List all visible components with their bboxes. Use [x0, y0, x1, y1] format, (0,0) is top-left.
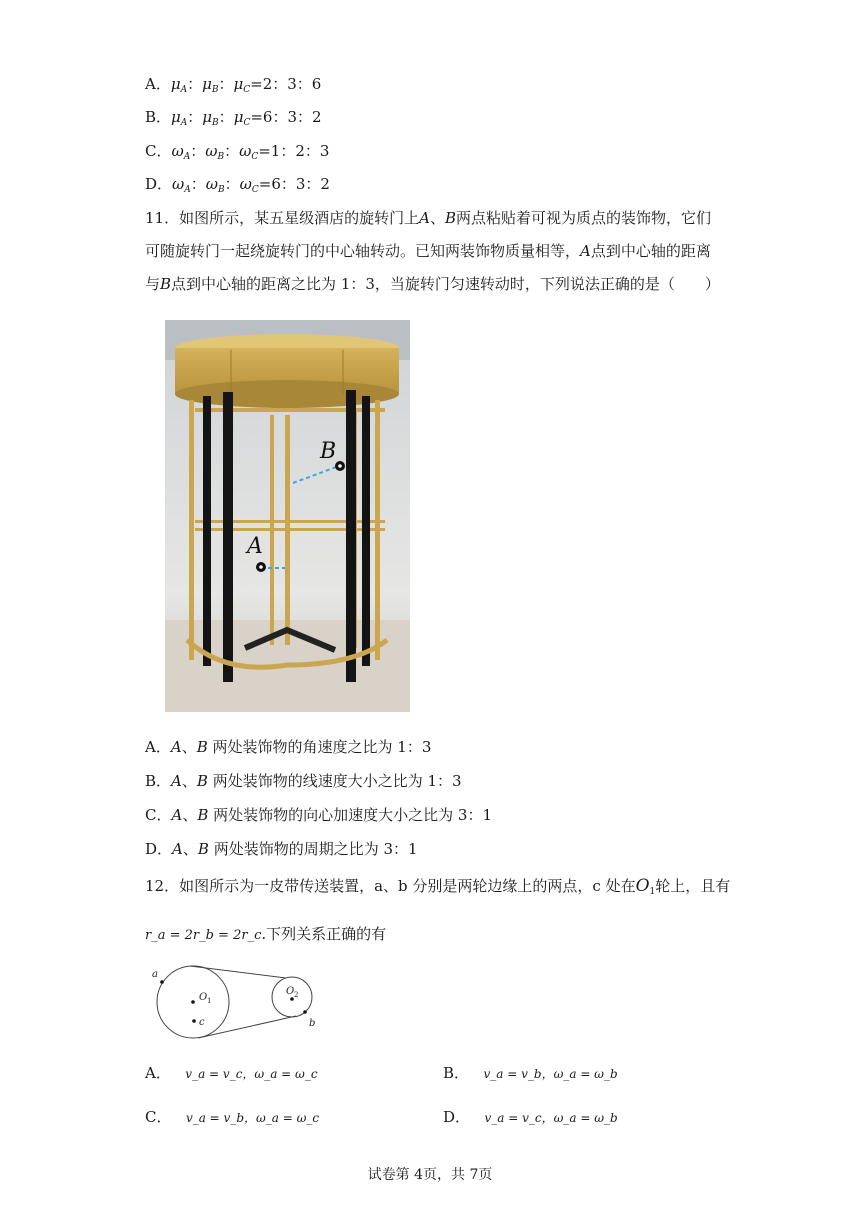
symbol: μ	[233, 108, 244, 126]
option-formula: v_a = v_b，ω_a = ω_c	[185, 1111, 320, 1125]
text: 11．如图所示，某五星级酒店的旋转门上	[145, 209, 420, 227]
option-letter: A．	[145, 738, 171, 756]
page-footer: 试卷第 4页，共 7页	[367, 1167, 493, 1183]
option-letter: B．	[145, 772, 172, 790]
point-a: A	[170, 738, 182, 756]
option-letter: B．	[145, 108, 172, 126]
text: 、	[182, 806, 198, 824]
point-b: B	[196, 772, 208, 790]
q11-option-b	[145, 771, 462, 791]
point-a: A	[419, 209, 430, 227]
option-letter: D．	[145, 840, 173, 858]
revolving-door-photo	[165, 320, 410, 712]
text: 两点粘贴着可视为质点的装饰物，它们	[455, 209, 711, 227]
subscript: B	[212, 118, 219, 128]
option-text: 两处装饰物的周期之比为 3：1	[213, 840, 418, 858]
subscript: B	[211, 85, 219, 95]
q12-option-a	[145, 1062, 318, 1083]
ratio: =1：2：3	[258, 142, 330, 160]
point-a: A	[172, 840, 183, 858]
q10-option-c: C．$\omega_A$：$\omega_B$：$\omega_C=1$：2：3	[145, 142, 330, 162]
text: 轮上，且有	[655, 877, 731, 895]
option-letter: A．	[145, 75, 171, 93]
symbol: ω	[239, 142, 252, 160]
label-o1: O	[199, 992, 208, 1003]
option-letter: C．	[145, 1108, 172, 1126]
option-letter: C．	[145, 142, 172, 160]
point-b: B	[197, 806, 209, 824]
text: 点到中心轴的距离	[590, 242, 711, 260]
symbol: ω	[205, 142, 218, 160]
text: 可随旋转门一起绕旋转门的中心轴转动。已知两装饰物质量相等，	[145, 242, 581, 260]
subscript: C	[243, 118, 251, 128]
photo-label-a: A	[247, 534, 263, 559]
text: 、	[182, 840, 198, 858]
option-formula: v_a = v_b，ω_a = ω_b	[483, 1067, 618, 1081]
text: 、	[181, 738, 197, 756]
ratio: =6：3：2	[250, 108, 322, 126]
symbol: μ	[170, 75, 181, 93]
q12-stem-line1	[145, 876, 730, 902]
symbol: ω	[172, 175, 185, 193]
subscript: A	[180, 85, 188, 95]
subscript: 1	[649, 887, 656, 897]
option-text: 两处装饰物的角速度之比为 1：3	[212, 738, 432, 756]
text: 12．如图所示为一皮带传送装置，a、b 分别是两轮边缘上的两点，c 处在	[145, 877, 636, 895]
option-letter: B．	[443, 1064, 470, 1082]
q10-option-b: B．$\mu_A$：$\mu_B$：$\mu_C=6$：3：2	[145, 108, 322, 128]
symbol: ω	[171, 142, 184, 160]
q12-option-d	[443, 1106, 618, 1127]
text: .下列关系正确的有	[261, 925, 387, 943]
ratio: =2：3：6	[250, 75, 322, 93]
photo-label-b: B	[320, 439, 337, 464]
formula: r_a = 2r_b = 2r_c	[145, 928, 262, 943]
symbol: μ	[202, 108, 213, 126]
q12-option-c	[145, 1106, 319, 1127]
point-b: B	[197, 840, 209, 858]
label-b: b	[309, 1018, 316, 1029]
option-text: 两处装饰物的线速度大小之比为 1：3	[212, 772, 462, 790]
subscript: B	[217, 152, 225, 162]
option-text: 两处装饰物的向心加速度大小之比为 3：1	[213, 806, 493, 824]
text: 、	[429, 209, 445, 227]
option-formula: v_a = v_c，ω_a = ω_b	[484, 1111, 618, 1125]
option-letter: D．	[443, 1108, 471, 1126]
q11-stem-line2	[145, 241, 711, 261]
q11-option-a	[145, 737, 431, 757]
point-a: A	[171, 806, 183, 824]
label-c: c	[199, 1017, 205, 1028]
ratio: =6：3：2	[258, 175, 330, 193]
subscript: C	[251, 185, 259, 195]
label-o2-sub: 2	[294, 991, 299, 999]
option-formula: v_a = v_c，ω_a = ω_c	[185, 1067, 318, 1081]
q11-option-c	[145, 805, 492, 825]
text: 与	[145, 275, 161, 293]
subscript: A	[180, 118, 188, 128]
symbol: μ	[233, 75, 244, 93]
o1-symbol: O	[635, 876, 650, 896]
q11-stem-line1	[145, 208, 711, 228]
text: 点到中心轴的距离之比为 1：3，当旋转门匀速转动时，下列说法正确的是（ ）	[171, 275, 720, 293]
q10-option-a: A．$\mu_A$：$\mu_B$：$\mu_C=2$：3：6	[145, 75, 322, 95]
option-letter: D．	[145, 175, 173, 193]
label-a: a	[152, 969, 158, 980]
symbol: ω	[239, 175, 252, 193]
point-a: A	[171, 772, 182, 790]
subscript: C	[243, 85, 251, 95]
option-letter: A．	[145, 1064, 171, 1082]
subscript: C	[251, 152, 259, 162]
subscript: B	[218, 185, 225, 195]
q11-stem-line3	[145, 274, 720, 294]
q12-option-b	[443, 1062, 618, 1083]
symbol: μ	[202, 75, 212, 93]
q12-stem-line2	[145, 924, 386, 946]
subscript: A	[183, 152, 191, 162]
text: 、	[181, 772, 197, 790]
option-letter: C．	[145, 806, 172, 824]
belt-pulley-diagram	[146, 960, 326, 1040]
point-b: B	[196, 738, 208, 756]
label-o2: O	[286, 986, 295, 997]
point-a: A	[580, 242, 591, 260]
label-o1-sub: 1	[207, 997, 212, 1005]
point-b: B	[160, 275, 172, 293]
subscript: A	[184, 185, 191, 195]
symbol: μ	[171, 108, 181, 126]
q11-option-d	[145, 839, 418, 859]
symbol: ω	[205, 175, 219, 193]
q10-option-d: D．$\omega_A$：$\omega_B$：$\omega_C=6$：3：2	[145, 175, 330, 195]
point-b: B	[444, 209, 456, 227]
